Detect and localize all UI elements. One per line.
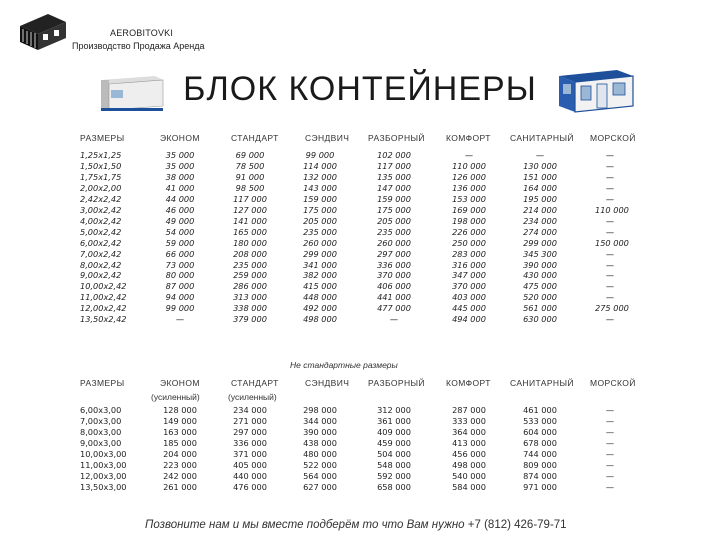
table-cell: 630 000	[523, 314, 557, 325]
table-cell: —	[605, 150, 615, 160]
table-cell: —	[605, 470, 615, 481]
table-cell: 259 000	[233, 270, 267, 281]
t1-header-sandwich: СЭНДВИЧ	[305, 133, 350, 143]
table-cell: 226 000	[452, 226, 486, 237]
t2-column-7	[595, 405, 625, 493]
table-cell: 73 000	[165, 259, 195, 270]
table-cell: 151 000	[523, 171, 557, 182]
t1-header-size: РАЗМЕРЫ	[80, 133, 125, 143]
t1-column-2	[218, 150, 282, 325]
t2-column-5	[440, 405, 498, 493]
t2-header-sanitary: САНИТАРНЫЙ	[510, 378, 574, 388]
t1-column-5	[440, 150, 498, 325]
table-cell: 461 000	[523, 405, 557, 415]
table-cell: 440 000	[233, 470, 267, 481]
table-cell: 234 000	[523, 215, 557, 226]
table-cell: —	[605, 314, 615, 325]
table-cell: 9,00x2,42	[80, 270, 122, 281]
table-cell: 540 000	[452, 470, 486, 481]
table-cell: 364 000	[452, 426, 486, 437]
table-cell: 66 000	[165, 248, 195, 259]
table-cell: —	[605, 226, 615, 237]
table-cell: 59 000	[165, 237, 195, 248]
table-cell: 132 000	[303, 171, 337, 182]
table-cell: 11,00x3,00	[80, 459, 127, 470]
table-cell: 299 000	[523, 237, 557, 248]
table-cell: 127 000	[233, 204, 267, 215]
table-cell: 242 000	[163, 470, 197, 481]
table-cell: 80 000	[165, 270, 195, 281]
table-cell: 371 000	[233, 448, 267, 459]
table-cell: —	[605, 437, 615, 448]
table-cell: 498 000	[303, 314, 337, 325]
table-cell: —	[175, 314, 185, 325]
tagline: Производство Продажа Аренда	[72, 41, 205, 51]
table-cell: 316 000	[452, 259, 486, 270]
table-cell: 164 000	[523, 182, 557, 193]
table-cell: 658 000	[377, 481, 411, 492]
table-cell: 175 000	[303, 204, 337, 215]
table-cell: 260 000	[377, 237, 411, 248]
table-cell: 35 000	[165, 150, 195, 160]
table-cell: 370 000	[452, 281, 486, 292]
t2-column-2	[218, 405, 282, 493]
t2-header-size: РАЗМЕРЫ	[80, 378, 125, 388]
table-cell: 438 000	[303, 437, 337, 448]
table-cell: 261 000	[163, 481, 197, 492]
table-cell: 136 000	[452, 182, 486, 193]
table-cell: 533 000	[523, 415, 557, 426]
table-cell: 341 000	[303, 259, 337, 270]
table-cell: —	[605, 215, 615, 226]
table-cell: 7,00x2,42	[80, 248, 122, 259]
table-cell: 150 000	[595, 237, 629, 248]
table-cell: 41 000	[165, 182, 195, 193]
container-logo-icon	[18, 12, 68, 52]
table-cell: 165 000	[233, 226, 267, 237]
table-cell: 494 000	[452, 314, 486, 325]
table-cell: 195 000	[523, 193, 557, 204]
t1-column-7	[595, 150, 629, 325]
table-cell: —	[535, 150, 545, 160]
t1-column-6	[510, 150, 570, 325]
table-cell: 592 000	[377, 470, 411, 481]
t2-header-econom: ЭКОНОМ	[160, 378, 200, 388]
table-cell: 678 000	[523, 437, 557, 448]
table-cell: 78 500	[235, 160, 265, 171]
table-cell: 971 000	[523, 481, 557, 492]
table-cell: 12,00x3,00	[80, 470, 127, 481]
table-cell: 456 000	[452, 448, 486, 459]
t2-header-comfort: КОМФОРТ	[446, 378, 491, 388]
table-cell: —	[389, 314, 399, 325]
table-cell: 110 000	[452, 160, 486, 171]
table-cell: 405 000	[233, 459, 267, 470]
table-cell: 361 000	[377, 415, 411, 426]
table-cell: 91 000	[235, 171, 265, 182]
table-cell: 141 000	[233, 215, 267, 226]
t1-column-0	[80, 150, 130, 325]
table-cell: —	[605, 448, 615, 459]
table-cell: 561 000	[523, 303, 557, 314]
table-cell: 413 000	[452, 437, 486, 448]
t2-header-standard: СТАНДАРТ	[231, 378, 279, 388]
table-cell: 169 000	[452, 204, 486, 215]
table-cell: 126 000	[452, 171, 486, 182]
table-cell: 313 000	[233, 292, 267, 303]
table-cell: 448 000	[303, 292, 337, 303]
table-cell: 476 000	[233, 481, 267, 492]
t1-header-marine: МОРСКОЙ	[590, 133, 636, 143]
table-cell: 149 000	[163, 415, 197, 426]
table-cell: 117 000	[377, 160, 411, 171]
table-cell: 333 000	[452, 415, 486, 426]
table-cell: 159 000	[303, 193, 337, 204]
table-cell: 11,00x2,42	[80, 292, 127, 303]
t1-header-comfort: КОМФОРТ	[446, 133, 491, 143]
table-cell: 336 000	[377, 259, 411, 270]
t1-column-3	[288, 150, 352, 325]
t2-subheader-econom: (усиленный)	[151, 392, 200, 402]
t1-header-econom: ЭКОНОМ	[160, 133, 200, 143]
table-cell: 4,00x2,42	[80, 215, 122, 226]
t2-column-4	[362, 405, 426, 493]
table-cell: 504 000	[377, 448, 411, 459]
table-cell: 87 000	[165, 281, 195, 292]
table-cell: —	[605, 281, 615, 292]
table-cell: 345 300	[523, 248, 557, 259]
table-cell: 445 000	[452, 303, 486, 314]
table-cell: 99 000	[165, 303, 195, 314]
table-cell: 163 000	[163, 426, 197, 437]
table-cell: 271 000	[233, 415, 267, 426]
table-cell: 283 000	[452, 248, 486, 259]
table-cell: 7,00x3,00	[80, 415, 122, 426]
table-cell: 312 000	[377, 405, 411, 415]
table-cell: 250 000	[452, 237, 486, 248]
table-cell: 8,00x2,42	[80, 259, 122, 270]
footer-text: Позвоните нам и мы вместе подберём то что Вам нужно	[145, 519, 465, 531]
table-cell: 564 000	[303, 470, 337, 481]
table-cell: —	[605, 459, 615, 470]
table-cell: —	[605, 160, 615, 171]
table-cell: 809 000	[523, 459, 557, 470]
table-cell: 208 000	[233, 248, 267, 259]
table-cell: 198 000	[452, 215, 486, 226]
table-cell: 13,50x3,00	[80, 481, 127, 492]
table-cell: 287 000	[452, 405, 486, 415]
table-cell: 5,00x2,42	[80, 226, 122, 237]
table-cell: 299 000	[303, 248, 337, 259]
table-cell: 180 000	[233, 237, 267, 248]
table-cell: 1,25x1,25	[80, 150, 122, 160]
table-cell: 46 000	[165, 204, 195, 215]
table-cell: 159 000	[377, 193, 411, 204]
t2-column-1	[150, 405, 210, 493]
t1-column-4	[362, 150, 426, 325]
table-cell: 153 000	[452, 193, 486, 204]
table-cell: —	[605, 182, 615, 193]
table-cell: 403 000	[452, 292, 486, 303]
table-cell: 69 000	[235, 150, 265, 160]
table-cell: 498 000	[452, 459, 486, 470]
table-cell: 9,00x3,00	[80, 437, 122, 448]
table-cell: 477 000	[377, 303, 411, 314]
table-cell: 492 000	[303, 303, 337, 314]
table-cell: 147 000	[377, 182, 411, 193]
table-cell: 99 000	[305, 150, 335, 160]
table-cell: 379 000	[233, 314, 267, 325]
table-cell: 415 000	[303, 281, 337, 292]
t2-header-sandwich: СЭНДВИЧ	[305, 378, 350, 388]
table-cell: 135 000	[377, 171, 411, 182]
table-cell: 117 000	[233, 193, 267, 204]
table-cell: 390 000	[523, 259, 557, 270]
table-cell: 8,00x3,00	[80, 426, 122, 437]
table-cell: 274 000	[523, 226, 557, 237]
table-cell: 370 000	[377, 270, 411, 281]
t1-column-1	[150, 150, 210, 325]
table-cell: 223 000	[163, 459, 197, 470]
table-cell: 338 000	[233, 303, 267, 314]
table-cell: 130 000	[523, 160, 557, 171]
table-cell: 744 000	[523, 448, 557, 459]
table-cell: —	[605, 405, 615, 415]
table-cell: 298 000	[303, 405, 337, 415]
table-cell: 44 000	[165, 193, 195, 204]
table-cell: 286 000	[233, 281, 267, 292]
table-cell: 235 000	[377, 226, 411, 237]
table-cell: 143 000	[303, 182, 337, 193]
table-cell: 382 000	[303, 270, 337, 281]
table-cell: 475 000	[523, 281, 557, 292]
table-cell: 1,75x1,75	[80, 171, 122, 182]
table-cell: 35 000	[165, 160, 195, 171]
table-cell: —	[605, 481, 615, 492]
table-cell: 12,00x2,42	[80, 303, 127, 314]
table-cell: 49 000	[165, 215, 195, 226]
table-cell: 3,00x2,42	[80, 204, 122, 215]
table-cell: 235 000	[233, 259, 267, 270]
t2-subheader-standard: (усиленный)	[228, 392, 277, 402]
table-cell: 204 000	[163, 448, 197, 459]
t2-column-3	[288, 405, 352, 493]
t2-header-collapsible: РАЗБОРНЫЙ	[368, 378, 425, 388]
table-cell: 297 000	[233, 426, 267, 437]
table-cell: 260 000	[303, 237, 337, 248]
table-cell: 548 000	[377, 459, 411, 470]
table-cell: 114 000	[303, 160, 337, 171]
t1-header-collapsible: РАЗБОРНЫЙ	[368, 133, 425, 143]
table-cell: —	[605, 292, 615, 303]
table-cell: 234 000	[233, 405, 267, 415]
table-cell: 13,50x2,42	[80, 314, 127, 325]
table-cell: —	[605, 193, 615, 204]
table-cell: 54 000	[165, 226, 195, 237]
table-cell: 10,00x2,42	[80, 281, 127, 292]
footer-call-to-action	[145, 519, 567, 531]
table-cell: 336 000	[233, 437, 267, 448]
table-cell: —	[605, 248, 615, 259]
table-cell: 185 000	[163, 437, 197, 448]
table-cell: 94 000	[165, 292, 195, 303]
table-cell: 6,00x2,42	[80, 237, 122, 248]
table-cell: 390 000	[303, 426, 337, 437]
table-cell: 406 000	[377, 281, 411, 292]
t2-header-marine: МОРСКОЙ	[590, 378, 636, 388]
table-cell: 520 000	[523, 292, 557, 303]
table-cell: 409 000	[377, 426, 411, 437]
table-cell: 441 000	[377, 292, 411, 303]
table-cell: 297 000	[377, 248, 411, 259]
table-cell: 102 000	[377, 150, 411, 160]
table-cell: 874 000	[523, 470, 557, 481]
table-cell: 430 000	[523, 270, 557, 281]
t1-header-sanitary: САНИТАРНЫЙ	[510, 133, 574, 143]
table-cell: 110 000	[595, 204, 629, 215]
nonstandard-note: Не стандартные размеры	[290, 360, 398, 370]
table-cell: —	[605, 270, 615, 281]
t2-column-6	[510, 405, 570, 493]
t2-column-0	[80, 405, 130, 493]
table-cell: 2,42x2,42	[80, 193, 122, 204]
table-cell: 98 500	[235, 182, 265, 193]
table-cell: 459 000	[377, 437, 411, 448]
t1-header-standard: СТАНДАРТ	[231, 133, 279, 143]
table-cell: 344 000	[303, 415, 337, 426]
table-cell: 604 000	[523, 426, 557, 437]
table-cell: 347 000	[452, 270, 486, 281]
table-cell: —	[605, 426, 615, 437]
table-cell: 275 000	[595, 303, 629, 314]
table-cell: 2,00x2,00	[80, 182, 122, 193]
table-cell: 235 000	[303, 226, 337, 237]
table-cell: —	[605, 415, 615, 426]
table-cell: 38 000	[165, 171, 195, 182]
table-cell: 205 000	[303, 215, 337, 226]
page-title: БЛОК КОНТЕЙНЕРЫ	[183, 70, 537, 108]
table-cell: 6,00x3,00	[80, 405, 122, 415]
table-cell: 1,50x1,50	[80, 160, 122, 171]
table-cell: 214 000	[523, 204, 557, 215]
table-cell: —	[464, 150, 474, 160]
table-cell: 10,00x3,00	[80, 448, 127, 459]
table-cell: 584 000	[452, 481, 486, 492]
table-cell: 627 000	[303, 481, 337, 492]
brand-name: AEROBITOVKI	[110, 28, 174, 38]
table-cell: 480 000	[303, 448, 337, 459]
table-cell: —	[605, 259, 615, 270]
table-cell: 205 000	[377, 215, 411, 226]
table-cell: 175 000	[377, 204, 411, 215]
table-cell: 522 000	[303, 459, 337, 470]
footer-phone[interactable]: +7 (812) 426-79-71	[467, 519, 567, 531]
table-cell: 128 000	[163, 405, 197, 415]
table-cell: —	[605, 171, 615, 182]
